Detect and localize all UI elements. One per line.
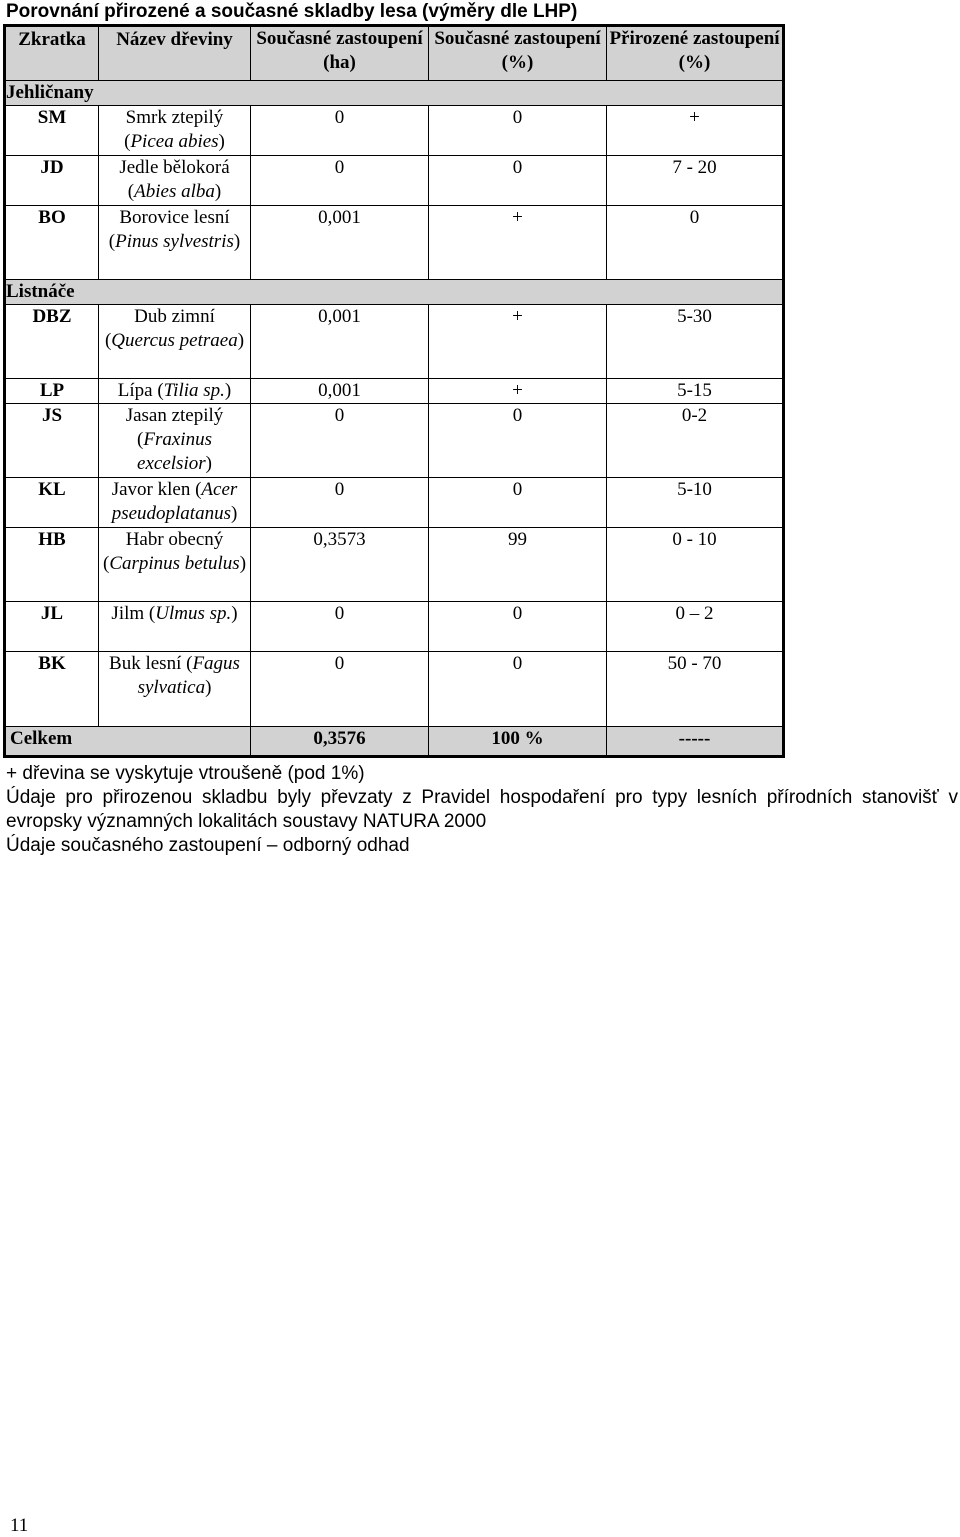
species-code: LP xyxy=(5,379,99,404)
current-ha: 0 xyxy=(251,106,429,156)
header-current-pct: Současné zastoupení (%) xyxy=(429,26,607,81)
species-code: DBZ xyxy=(5,305,99,379)
species-name-cell: Smrk ztepilý (Picea abies) xyxy=(99,106,251,156)
species-common-name: Habr obecný xyxy=(125,529,224,550)
species-latin-name: Pinus sylvestris xyxy=(115,231,234,252)
natural-pct: + xyxy=(607,106,784,156)
total-ha: 0,3576 xyxy=(251,727,429,757)
current-pct: 0 xyxy=(429,156,607,206)
note-source: Údaje pro přirozenou skladbu byly převzaty z Pravidel hospodaření pro typy lesních přírodních stanovišť v evropsky významných lokalitách soustavy NATURA 2000 xyxy=(6,787,958,832)
current-ha: 0 xyxy=(251,156,429,206)
species-latin-name: Fagus sylvatica xyxy=(137,653,240,698)
table-row xyxy=(5,305,784,379)
natural-pct: 0 – 2 xyxy=(607,602,784,652)
header-code: Zkratka xyxy=(5,26,99,81)
current-ha: 0,001 xyxy=(251,206,429,280)
current-pct: 0 xyxy=(429,652,607,727)
species-composition-table xyxy=(3,24,785,758)
natural-pct: 0 - 10 xyxy=(607,528,784,602)
species-latin-name: Carpinus betulus xyxy=(109,553,240,574)
current-ha: 0 xyxy=(251,404,429,478)
species-code: BO xyxy=(5,206,99,280)
page-number: 11 xyxy=(10,1515,29,1536)
current-pct: 0 xyxy=(429,478,607,528)
broadleaf-rows xyxy=(5,305,784,727)
category-row-broadleaves xyxy=(5,280,784,305)
total-label: Celkem xyxy=(5,727,251,757)
table-row xyxy=(5,156,784,206)
current-ha: 0 xyxy=(251,478,429,528)
species-name-cell: Javor klen (Acer pseudoplatanus) xyxy=(99,478,251,528)
current-pct: 99 xyxy=(429,528,607,602)
table-row xyxy=(5,478,784,528)
natural-pct: 50 - 70 xyxy=(607,652,784,727)
total-row xyxy=(5,727,784,757)
species-name-cell: Jilm (Ulmus sp.) xyxy=(99,602,251,652)
species-code: HB xyxy=(5,528,99,602)
species-latin-name: Quercus petraea xyxy=(111,330,238,351)
current-ha: 0,001 xyxy=(251,305,429,379)
species-name-cell: Dub zimní (Quercus petraea) xyxy=(99,305,251,379)
species-name-cell: Habr obecný (Carpinus betulus) xyxy=(99,528,251,602)
species-latin-name: Ulmus sp. xyxy=(155,603,232,624)
conifer-rows xyxy=(5,106,784,280)
natural-pct: 0 xyxy=(607,206,784,280)
document-title: Porovnání přirozené a současné skladby lesa (výměry dle LHP) xyxy=(6,1,578,22)
current-pct: + xyxy=(429,305,607,379)
species-code: JD xyxy=(5,156,99,206)
table-row xyxy=(5,652,784,727)
table-row xyxy=(5,106,784,156)
current-ha: 0 xyxy=(251,652,429,727)
species-name-cell: Lípa (Tilia sp.) xyxy=(99,379,251,404)
note-estimate: Údaje současného zastoupení – odborný odhad xyxy=(6,835,410,856)
natural-pct: 0-2 xyxy=(607,404,784,478)
notes xyxy=(6,762,958,858)
species-code: KL xyxy=(5,478,99,528)
category-row-conifers xyxy=(5,81,784,106)
current-ha: 0,3573 xyxy=(251,528,429,602)
species-latin-name: Tilia sp. xyxy=(163,380,225,401)
species-code: JS xyxy=(5,404,99,478)
current-pct: 0 xyxy=(429,106,607,156)
natural-pct: 5-10 xyxy=(607,478,784,528)
species-common-name: Javor klen xyxy=(111,479,191,500)
header-natural-pct: Přirozené zastoupení (%) xyxy=(607,26,784,81)
species-common-name: Borovice lesní xyxy=(119,207,230,228)
natural-pct: 5-15 xyxy=(607,379,784,404)
species-common-name: Lípa xyxy=(117,380,153,401)
species-common-name: Jasan ztepilý xyxy=(125,405,224,426)
category-label: Jehličnany xyxy=(5,81,784,106)
species-name-cell: Jasan ztepilý (Fraxinus excelsior) xyxy=(99,404,251,478)
total-natural: ----- xyxy=(607,727,784,757)
species-latin-name: Picea abies xyxy=(130,131,219,152)
current-pct: 0 xyxy=(429,602,607,652)
current-ha: 0,001 xyxy=(251,379,429,404)
table-row xyxy=(5,404,784,478)
species-code: BK xyxy=(5,652,99,727)
species-name-cell: Jedle bělokorá (Abies alba) xyxy=(99,156,251,206)
table-row xyxy=(5,528,784,602)
table-row xyxy=(5,602,784,652)
species-common-name: Buk lesní xyxy=(109,653,182,674)
header-current-ha: Současné zastoupení (ha) xyxy=(251,26,429,81)
header-species-name: Název dřeviny xyxy=(99,26,251,81)
species-latin-name: Fraxinus excelsior xyxy=(137,429,212,474)
species-code: SM xyxy=(5,106,99,156)
table-row xyxy=(5,206,784,280)
total-pct: 100 % xyxy=(429,727,607,757)
note-legend: + dřevina se vyskytuje vtroušeně (pod 1%) xyxy=(6,763,365,784)
table-row xyxy=(5,379,784,404)
current-ha: 0 xyxy=(251,602,429,652)
current-pct: 0 xyxy=(429,404,607,478)
species-code: JL xyxy=(5,602,99,652)
current-pct: + xyxy=(429,379,607,404)
species-common-name: Smrk ztepilý xyxy=(125,107,224,128)
species-common-name: Jilm xyxy=(111,603,145,624)
species-latin-name: Abies alba xyxy=(134,181,215,202)
species-name-cell: Buk lesní (Fagus sylvatica) xyxy=(99,652,251,727)
current-pct: + xyxy=(429,206,607,280)
species-name-cell: Borovice lesní (Pinus sylvestris) xyxy=(99,206,251,280)
species-latin-name: Acer pseudoplatanus xyxy=(111,479,238,524)
natural-pct: 7 - 20 xyxy=(607,156,784,206)
natural-pct: 5-30 xyxy=(607,305,784,379)
category-label: Listnáče xyxy=(5,280,784,305)
species-common-name: Dub zimní xyxy=(134,306,215,327)
species-common-name: Jedle bělokorá xyxy=(119,157,230,178)
table-header-row xyxy=(5,26,784,81)
